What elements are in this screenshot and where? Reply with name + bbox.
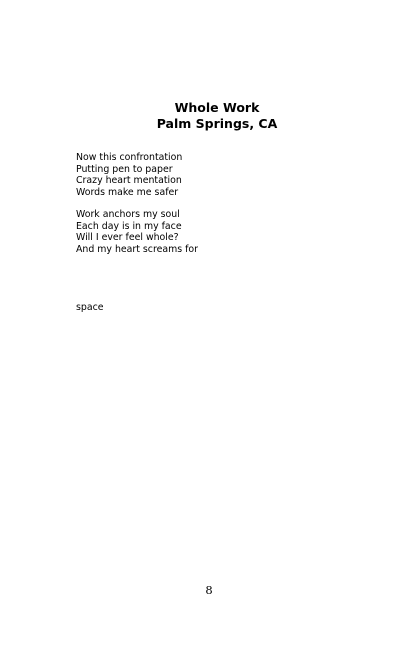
poem-line: And my heart screams for bbox=[76, 243, 198, 255]
poem-line: Now this confrontation bbox=[76, 152, 183, 163]
stanza-3 bbox=[76, 302, 104, 314]
poem-title: Whole Work bbox=[174, 100, 260, 115]
poem-line: Each day is in my face bbox=[76, 220, 182, 232]
poem-line: Crazy heart mentation bbox=[76, 175, 182, 187]
poem-location: Palm Springs, CA bbox=[156, 116, 278, 131]
stanza-1 bbox=[76, 152, 182, 198]
poem-line: Words make me safer bbox=[76, 186, 179, 198]
poem-line: Putting pen to paper bbox=[76, 163, 173, 175]
poem-line: space bbox=[76, 302, 104, 313]
poem-line: Will I ever feel whole? bbox=[76, 232, 179, 244]
page-number: 8 bbox=[205, 583, 213, 597]
stanza-2 bbox=[76, 209, 198, 255]
poem-header bbox=[7, 100, 420, 132]
poem-line: Work anchors my soul bbox=[76, 209, 180, 220]
